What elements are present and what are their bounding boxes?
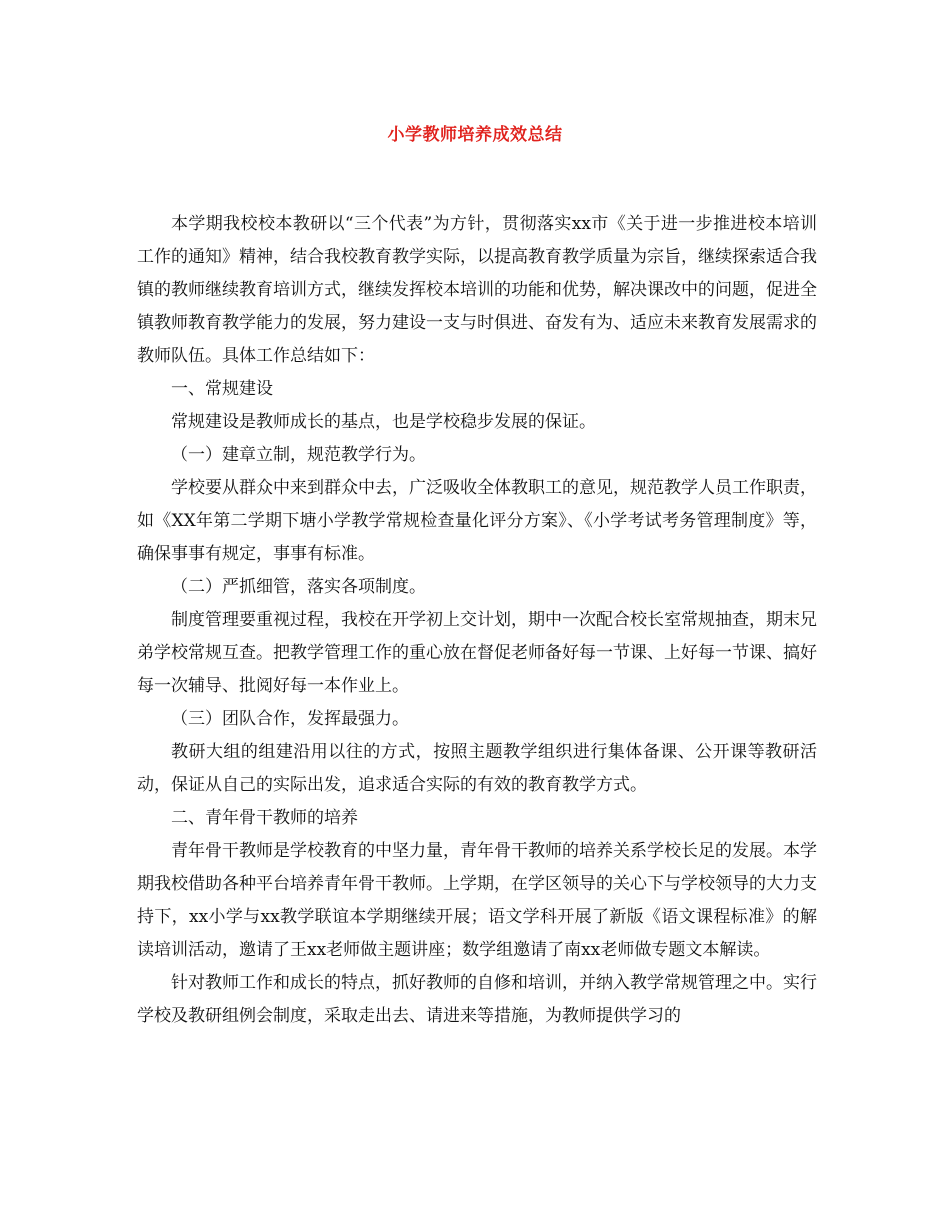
document-title: 小学教师培养成效总结 (387, 125, 563, 145)
subheading-teamwork: （三）团队合作，发挥最强力。 (171, 709, 409, 729)
paragraph-teamwork: 教研大组的组建沿用以往的方式，按照主题教学组织进行集体备课、公开课等教研活动，保证从自己的实际出发，追求适合实际的有效的教育教学方式。 (137, 742, 817, 795)
paragraph-rules: 学校要从群众中来到群众中去，广泛吸收全体教职工的意见，规范教学人员工作职责，如《XX年第二学期下塘小学教学常规检查量化评分方案》、《小学考试考务管理制度》等，确保事事有规定，事事有标准。 (137, 478, 817, 564)
paragraph-intro: 本学期我校校本教研以“三个代表”为方针，贯彻落实xx市《关于进一步推进校本培训工作的通知》精神，结合我校教育教学实际，以提高教育教学质量为宗旨，继续探索适合我镇的教师继续教育培训方式，继续发挥校本培训的功能和优势，解决课改中的问题，促进全镇教师教育教学能力的发展，努力建设一支与时俱进、奋发有为、适应未来教育发展需求的教师队伍。具体工作总结如下： (137, 214, 817, 366)
subheading-rules: （一）建章立制，规范教学行为。 (171, 445, 426, 465)
paragraph-management: 制度管理要重视过程，我校在开学初上交计划，期中一次配合校长室常规抽查，期末兄弟学校常规互查。把教学管理工作的重心放在督促老师备好每一节课、上好每一节课、搞好每一次辅导、批阅好每一本作业上。 (137, 610, 817, 696)
document-body (137, 208, 817, 1033)
paragraph-young-teachers: 青年骨干教师是学校教育的中坚力量，青年骨干教师的培养关系学校长足的发展。本学期我校借助各种平台培养青年骨干教师。上学期，在学区领导的关心下与学校领导的大力支持下，xx小学与xx教学联谊本学期继续开展；语文学科开展了新版《语文课程标准》的解读培训活动，邀请了王xx老师做主题讲座；数学组邀请了南xx老师做专题文本解读。 (137, 841, 817, 960)
paragraph-self-study: 针对教师工作和成长的特点，抓好教师的自修和培训，并纳入教学常规管理之中。实行学校及教研组例会制度，采取走出去、请进来等措施，为教师提供学习的 (137, 973, 817, 1026)
subheading-management: （二）严抓细管，落实各项制度。 (171, 577, 426, 597)
section-heading-young-teachers: 二、青年骨干教师的培养 (171, 808, 358, 828)
paragraph-routine-basis: 常规建设是教师成长的基点，也是学校稳步发展的保证。 (171, 412, 596, 432)
section-heading-routine: 一、常规建设 (171, 379, 273, 399)
